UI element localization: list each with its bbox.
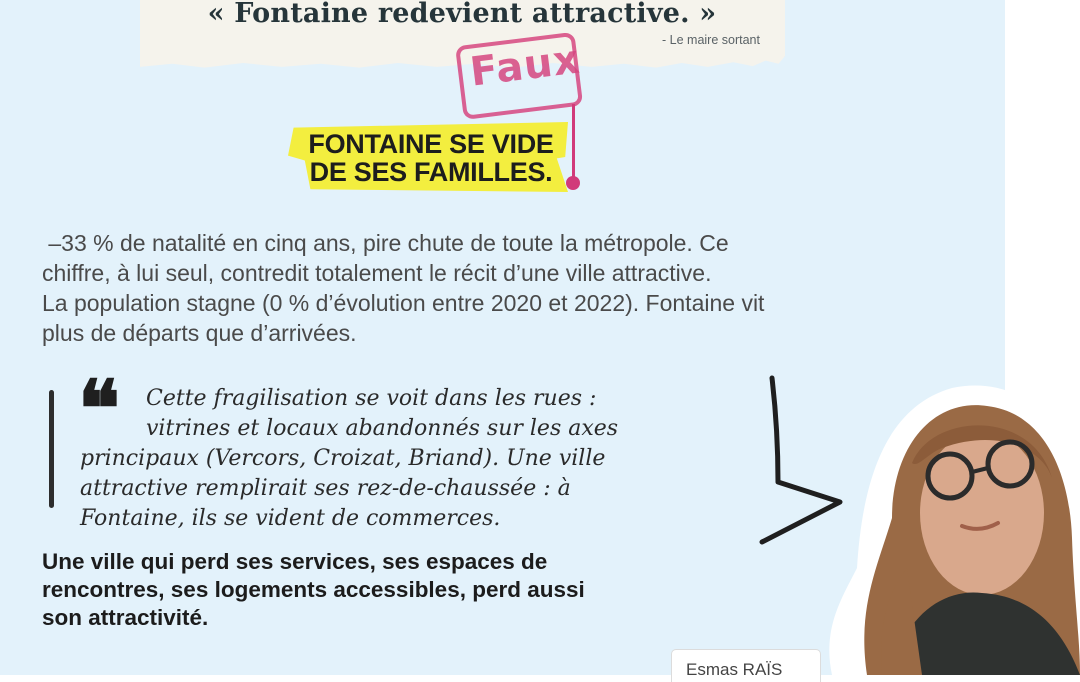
- name-tag: [672, 650, 820, 682]
- headline: [300, 130, 562, 186]
- mayor-quote: « Fontaine redevient attractive. »: [207, 0, 717, 29]
- stats-line-4: plus de départs que d’arrivées.: [42, 320, 357, 346]
- testimony-line-5: Fontaine, ils se vident de commerces.: [80, 506, 501, 531]
- testimony-text: [80, 384, 780, 534]
- testimony-line-4: attractive remplirait ses rez-de-chaussée : à: [80, 476, 571, 501]
- headline-line-2: DE SES FAMILLES.: [309, 157, 553, 187]
- stats-text: [42, 228, 972, 348]
- conclusion-line-2: rencontres, ses logements accessibles, perd aussi: [42, 577, 585, 602]
- stamp-label: Faux: [467, 36, 583, 96]
- pin-dot: [566, 176, 580, 190]
- conclusion-line-3: son attractivité.: [42, 605, 209, 630]
- pin-line: [572, 104, 575, 180]
- person-name: Esmas RAÏS: [686, 660, 783, 679]
- testimony-line-3: principaux (Vercors, Croizat, Briand). Une ville: [80, 446, 606, 471]
- quote-mark-icon: ❝: [78, 364, 120, 455]
- quote-author: - Le maire sortant: [662, 33, 760, 47]
- testimony-line-1: Cette fragilisation se voit dans les rues :: [146, 386, 597, 411]
- quote-bar: [49, 390, 54, 508]
- stats-line-1: –33 % de natalité en cinq ans, pire chute de toute la métropole. Ce: [42, 230, 729, 256]
- headline-line-1: FONTAINE SE VIDE: [308, 129, 554, 159]
- stats-line-3: La population stagne (0 % d’évolution entre 2020 et 2022). Fontaine vit: [42, 290, 765, 316]
- portrait-photo: [822, 368, 1080, 675]
- faux-stamp: [455, 32, 581, 118]
- conclusion: [42, 548, 702, 632]
- conclusion-line-1: Une ville qui perd ses services, ses espaces de: [42, 549, 548, 574]
- stats-line-2: chiffre, à lui seul, contredit totalement le récit d’une ville attractive.: [42, 260, 712, 286]
- testimony-line-2: vitrines et locaux abandonnés sur les axes: [146, 416, 619, 441]
